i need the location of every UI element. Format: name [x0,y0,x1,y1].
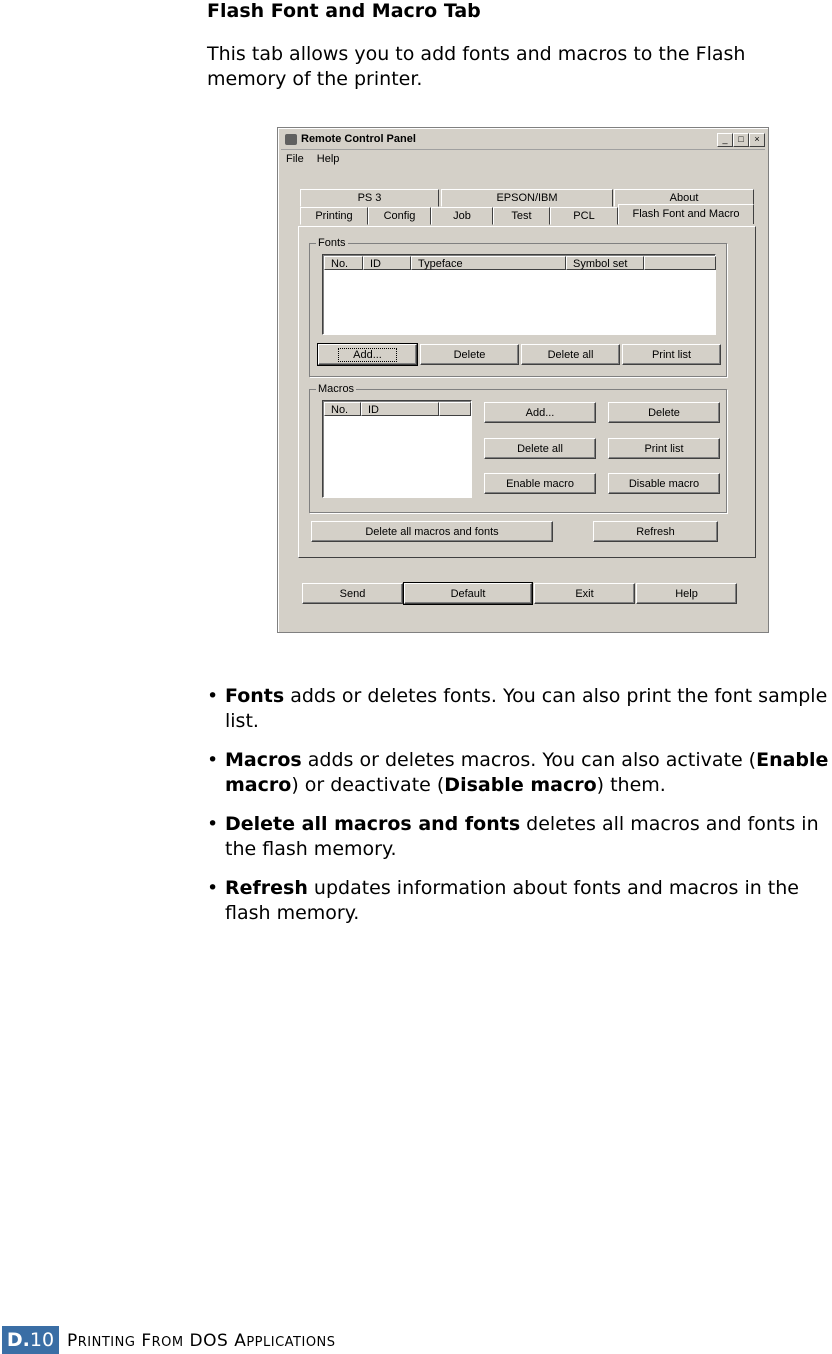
default-button[interactable]: Default [404,583,532,604]
tab-job[interactable]: Job [431,207,493,225]
section-title: PRINTING FROM DOS APPLICATIONS [67,1331,336,1351]
maximize-icon[interactable]: □ [733,133,749,147]
term: Refresh [225,877,308,899]
title-bar[interactable] [281,131,765,150]
tab-panel [298,226,756,558]
page-number: 10 [29,1329,55,1351]
column-header-id[interactable]: ID [363,256,411,270]
column-header-empty [644,256,716,270]
macros-print-list-button[interactable]: Print list [608,438,720,459]
macros-group-label: Macros [318,383,355,395]
macros-delete-all-button[interactable]: Delete all [484,438,596,459]
column-header-typeface[interactable]: Typeface [411,256,566,270]
macros-delete-button[interactable]: Delete [608,402,720,423]
list-item [207,748,832,798]
minimize-icon[interactable]: _ [717,133,733,147]
list-item [207,684,832,734]
description: adds or deletes fonts. You can also print the font sample list. [225,685,828,732]
bullet-dot: • [207,749,219,771]
tab-pcl[interactable]: PCL [550,207,618,225]
fonts-group [309,237,727,377]
delete-all-macros-fonts-button[interactable]: Delete all macros and fonts [311,521,553,542]
exit-button[interactable]: Exit [534,583,635,604]
page-footer [0,1326,832,1354]
tab-about[interactable]: About [614,189,754,207]
term: Disable macro [444,774,597,796]
description: ) them. [596,774,666,796]
tab-epson-ibm[interactable]: EPSON/IBM [441,189,613,207]
macros-group [309,383,727,513]
enable-macro-button[interactable]: Enable macro [484,473,596,494]
refresh-button[interactable]: Refresh [593,521,718,542]
feature-list [207,684,832,940]
fonts-list[interactable] [322,254,716,335]
help-button[interactable]: Help [636,583,737,604]
macros-list[interactable] [322,400,472,498]
term: Enable macro [225,749,829,796]
appendix-letter: D. [6,1329,30,1351]
bullet-dot: • [207,685,219,707]
page-number-badge [2,1326,59,1354]
tab-test[interactable]: Test [493,207,550,225]
list-item [207,876,832,926]
disable-macro-button[interactable]: Disable macro [608,473,720,494]
remote-control-panel-window [277,127,769,633]
macros-add-button[interactable]: Add... [484,402,596,423]
section-heading: Flash Font and Macro Tab [207,0,481,22]
column-header-symbol-set[interactable]: Symbol set [566,256,644,270]
fonts-print-list-button[interactable]: Print list [622,344,721,365]
close-icon[interactable]: × [749,133,765,147]
column-header-no[interactable]: No. [324,402,361,416]
menu-file[interactable]: File [286,153,304,165]
tab-printing[interactable]: Printing [300,207,368,225]
list-item [207,812,832,862]
bullet-dot: • [207,813,219,835]
intro-paragraph: This tab allows you to add fonts and macros to the Flash memory of the printer. [207,43,746,90]
fonts-delete-all-button[interactable]: Delete all [521,344,620,365]
term: Fonts [225,685,285,707]
description: deletes all macros and fonts in the flash memory. [225,813,819,860]
column-header-no[interactable]: No. [324,256,363,270]
menu-help[interactable]: Help [316,153,340,165]
term: Macros [225,749,302,771]
send-button[interactable]: Send [302,583,403,604]
column-header-id[interactable]: ID [361,402,439,416]
tab-config[interactable]: Config [368,207,431,225]
description: updates information about fonts and macros in the flash memory. [225,877,799,924]
column-header-empty [439,402,471,416]
menu-bar [286,153,349,165]
term: Delete all macros and fonts [225,813,521,835]
fonts-delete-button[interactable]: Delete [420,344,519,365]
bullet-dot: • [207,877,219,899]
description: adds or deletes macros. You can also activate ( [301,749,757,771]
window-title: Remote Control Panel [301,133,416,145]
description: ) or deactivate ( [291,774,445,796]
printer-icon [285,134,297,145]
fonts-group-label: Fonts [318,237,346,249]
tab-flash-font-macro[interactable]: Flash Font and Macro [618,204,754,224]
fonts-add-button[interactable]: Add... [318,344,417,365]
tab-ps3[interactable]: PS 3 [300,189,439,207]
